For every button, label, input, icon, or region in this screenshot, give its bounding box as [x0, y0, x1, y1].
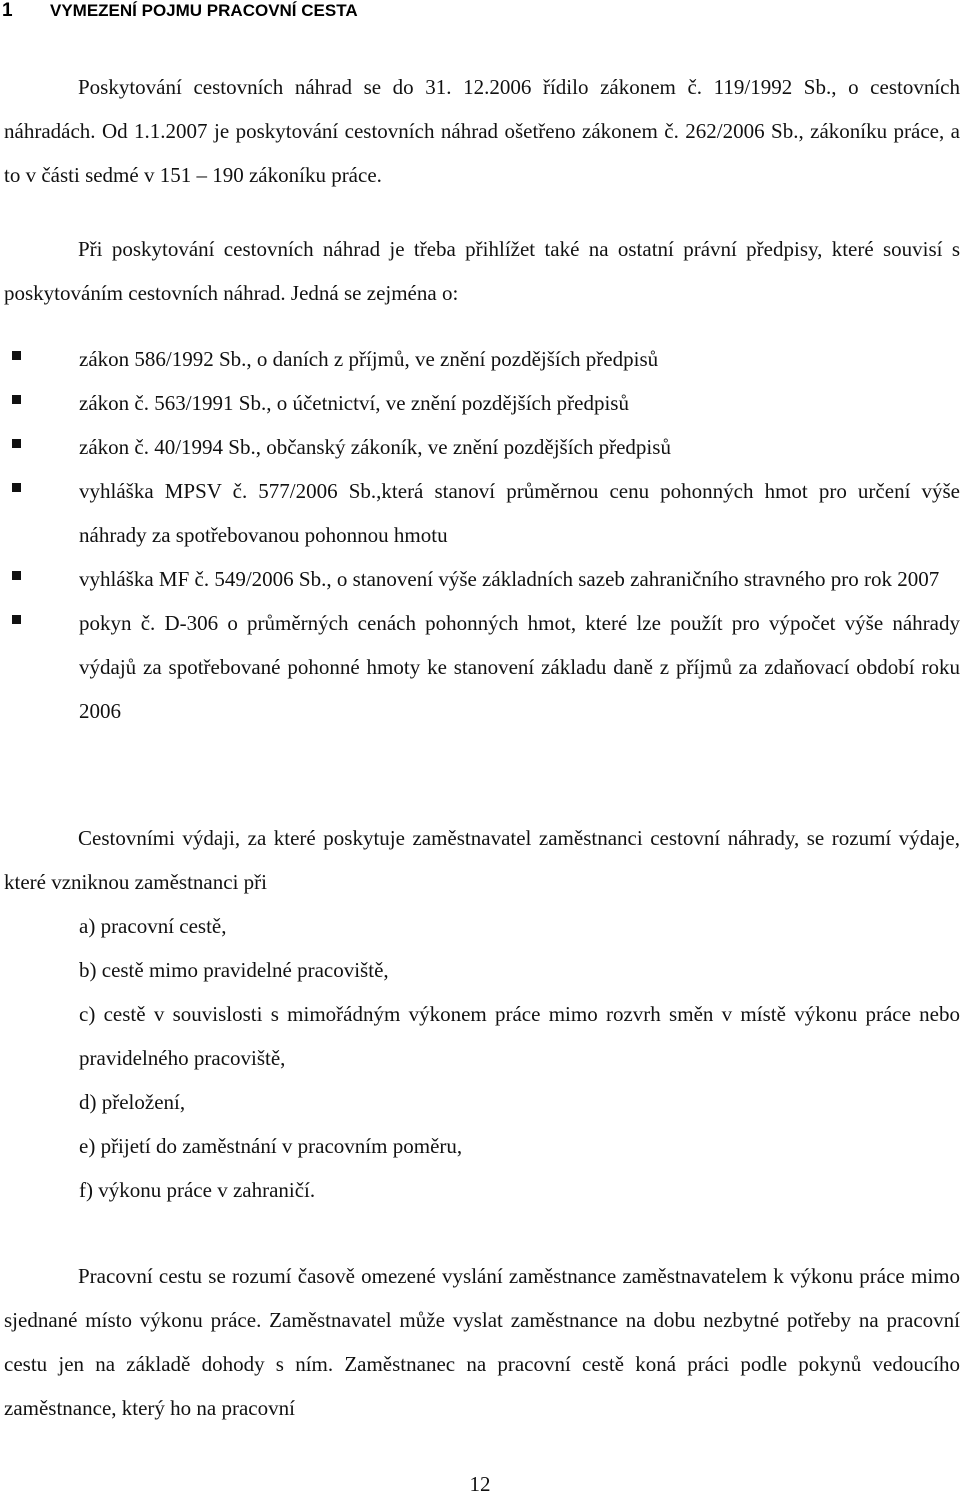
list-item: d) přeložení, — [79, 1090, 186, 1114]
list-item: c) cestě v souvislosti s mimořádným výkonem práce mimo rozvrh směn v místě výkonu práce nebo pravidelného pracoviště, — [79, 1002, 960, 1070]
square-bullet-icon — [12, 439, 21, 448]
list-item: pokyn č. D-306 o průměrných cenách pohonných hmot, které lze použít pro výpočet výše náhrady výdajů za spotřebované pohonné hmoty ke stanovení základu daně z příjmů za zdaňovací období roku 2006 — [0, 601, 960, 733]
legal-regulations-list — [0, 337, 960, 733]
list-item: vyhláška MF č. 549/2006 Sb., o stanovení výše základních sazeb zahraničního stravného pro rok 2007 — [0, 557, 960, 601]
list-item: f) výkonu práce v zahraničí. — [79, 1178, 316, 1202]
page-number: 12 — [469, 1472, 491, 1496]
related-laws-paragraph — [4, 227, 960, 315]
list-item: b) cestě mimo pravidelné pracoviště, — [79, 958, 389, 982]
list-item: zákon č. 563/1991 Sb., o účetnictví, ve znění pozdějších předpisů — [0, 381, 960, 425]
expenses-list — [0, 904, 960, 1212]
business-trip-definition-paragraph — [4, 1254, 960, 1430]
expenses-paragraph-text: Cestovními výdaji, za které poskytuje zaměstnavatel zaměstnanci cestovní náhrady, se rozumí výdaje, které vzniknou zaměstnanci při — [4, 826, 960, 894]
list-item: zákon č. 40/1994 Sb., občanský zákoník, ve znění pozdějších předpisů — [0, 425, 960, 469]
expenses-paragraph — [4, 816, 960, 904]
section-title: VYMEZENÍ POJMU PRACOVNÍ CESTA — [50, 1, 358, 20]
square-bullet-icon — [12, 615, 21, 624]
square-bullet-icon — [12, 483, 21, 492]
list-item: e) přijetí do zaměstnání v pracovním poměru, — [79, 1134, 463, 1158]
section-heading — [2, 0, 358, 26]
square-bullet-icon — [12, 395, 21, 404]
intro-paragraph-text: Poskytování cestovních náhrad se do 31. 12.2006 řídilo zákonem č. 119/1992 Sb., o cestovních náhradách. Od 1.1.2007 je poskytování cestovních náhrad ošetřeno zákonem č. 262/2006 Sb., zákoníku práce, a to v části sedmé v 151 – 190 zákoníku práce. — [4, 75, 960, 187]
related-laws-paragraph-text: Při poskytování cestovních náhrad je třeba přihlížet také na ostatní právní předpisy, které souvisí s poskytováním cestovních náhrad. Jedná se zejména o: — [4, 237, 960, 305]
business-trip-definition-text: Pracovní cestu se rozumí časově omezené vyslání zaměstnance zaměstnavatelem k výkonu práce mimo sjednané místo výkonu práce. Zaměstnavatel může vyslat zaměstnance na dobu nezbytné potřeby na pracovní cestu jen na základě dohody s ním. Zaměstnanec na pracovní cestě koná práci podle pokynů vedoucího zaměstnance, který ho na pracovní — [4, 1264, 960, 1420]
square-bullet-icon — [12, 351, 21, 360]
square-bullet-icon — [12, 571, 21, 580]
list-item: a) pracovní cestě, — [79, 914, 227, 938]
list-item: zákon 586/1992 Sb., o daních z příjmů, ve znění pozdějších předpisů — [0, 337, 960, 381]
intro-paragraph — [4, 65, 960, 197]
section-number: 1 — [2, 0, 13, 21]
list-item: vyhláška MPSV č. 577/2006 Sb.,která stanoví průměrnou cenu pohonných hmot pro určení výše náhrady za spotřebovanou pohonnou hmotu — [0, 469, 960, 557]
